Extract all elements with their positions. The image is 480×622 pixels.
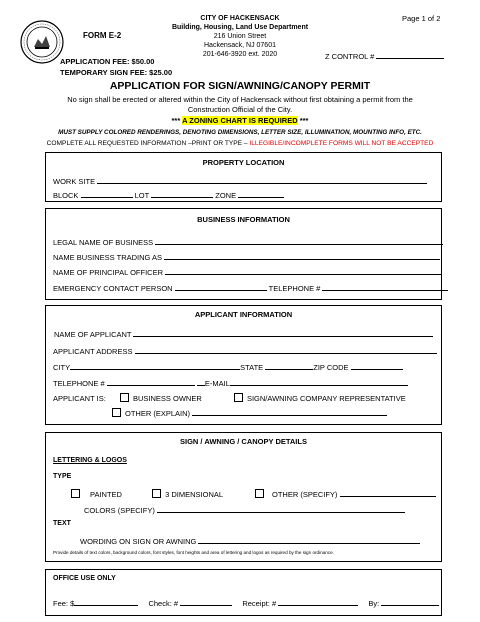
office-use-title: OFFICE USE ONLY: [53, 575, 116, 582]
intro-line-2: Construction Official of the City.: [187, 105, 293, 114]
applicant-is-label: APPLICANT IS:: [53, 394, 106, 403]
address-line-2: Hackensack, NJ 07601: [204, 42, 276, 49]
intro-line-1: No sign shall be erected or altered within the City of Hackensack without first obtaining a permit from the: [67, 95, 413, 104]
city-name: CITY OF HACKENSACK: [200, 15, 280, 22]
applicant-information-section: [45, 305, 442, 425]
applicant-information-title: APPLICANT INFORMATION: [194, 310, 293, 319]
by-field[interactable]: [381, 597, 439, 606]
applicant-name-field[interactable]: NAME OF APPLICANT: [54, 328, 433, 339]
sign-details-title: SIGN / AWNING / CANOPY DETAILS: [180, 437, 307, 446]
z-control-field[interactable]: [325, 50, 444, 61]
applicant-address-field[interactable]: APPLICANT ADDRESS: [53, 345, 437, 356]
work-site-field[interactable]: WORK SITE: [53, 175, 427, 186]
lot-label: LOT: [134, 191, 150, 200]
other-type-field[interactable]: [340, 488, 436, 497]
receipt-field[interactable]: [278, 597, 358, 606]
department-name: Building, Housing, Land Use Department: [171, 24, 309, 31]
phone-number: 201-646-3920 ext. 2020: [202, 51, 278, 58]
zone-label: ZONE: [215, 191, 237, 200]
complete-info-notice: COMPLETE ALL REQUESTED INFORMATION –PRINT OR TYPE – ILLEGIBLE/INCOMPLETE FORMS WILL NOT BE ACCEPTED: [46, 140, 434, 147]
zoning-chart-notice: *** A ZONING CHART IS REQUIRED ***: [171, 116, 309, 125]
applicant-telephone-label: TELEPHONE #: [53, 379, 105, 388]
colors-field[interactable]: COLORS (SPECIFY): [84, 504, 405, 515]
address-line-1: 216 Union Street: [213, 33, 267, 40]
form-id: FORM E-2: [83, 31, 122, 40]
other-explain-row: OTHER (EXPLAIN): [112, 407, 387, 418]
business-information-section: [45, 208, 442, 300]
office-use-section: [45, 569, 442, 616]
other-type-checkbox[interactable]: [255, 489, 264, 498]
must-supply-notice: MUST SUPPLY COLORED RENDERINGS, DENOTING DIMENSIONS, LETTER SIZE, ILLUMINATION, MOUNTING INFO, ETC.: [58, 129, 422, 136]
city-state-zip-row[interactable]: [53, 361, 403, 372]
department-address-block: [160, 14, 320, 59]
text-heading: TEXT: [53, 520, 71, 527]
email-label: E-MAIL: [204, 379, 230, 388]
trading-as-field[interactable]: NAME BUSINESS TRADING AS: [53, 251, 440, 262]
city-seal-logo: [20, 20, 64, 64]
phone-email-row[interactable]: [53, 377, 408, 388]
other-explain-checkbox[interactable]: [112, 408, 121, 417]
legal-name-field[interactable]: LEGAL NAME OF BUSINESS: [53, 236, 443, 247]
state-label: STATE: [240, 363, 264, 372]
temporary-sign-fee: TEMPORARY SIGN FEE: $25.00: [60, 68, 173, 77]
block-label: BLOCK: [53, 191, 79, 200]
office-use-row: [53, 597, 439, 608]
illegible-warning: ILLEGIBLE/INCOMPLETE FORMS WILL NOT BE ACCEPTED: [249, 140, 434, 147]
property-location-section: [45, 152, 442, 202]
receipt-label: Receipt: #: [242, 599, 277, 608]
principal-officer-field[interactable]: NAME OF PRINCIPAL OFFICER: [53, 266, 441, 277]
form-title: APPLICATION FOR SIGN/AWNING/CANOPY PERMIT: [109, 80, 371, 92]
three-dimensional-checkbox[interactable]: [152, 489, 161, 498]
details-footnote: Provide details of text colors, background colors, font styles, font heights and area of lettering and logos as required by the sign ordinance.: [53, 550, 334, 555]
sign-details-section: [45, 432, 442, 562]
emergency-contact-row[interactable]: [53, 282, 448, 293]
city-label: CITY: [53, 363, 71, 372]
check-label: Check: #: [148, 599, 179, 608]
type-options-row: PAINTED 3 DIMENSIONAL OTHER (SPECIFY): [71, 488, 436, 499]
fee-label: Fee: $: [53, 599, 75, 608]
applicant-is-row: APPLICANT IS: BUSINESS OWNER SIGN/AWNING COMPANY REPRESENTATIVE: [53, 394, 406, 403]
company-representative-checkbox[interactable]: [234, 393, 243, 402]
block-lot-zone-row[interactable]: [53, 189, 284, 200]
zip-label: ZIP CODE: [313, 363, 349, 372]
type-heading: TYPE: [53, 473, 72, 480]
other-explain-field[interactable]: [192, 407, 387, 416]
business-owner-checkbox[interactable]: [120, 393, 129, 402]
z-control-label: Z CONTROL #: [325, 52, 375, 61]
business-information-title: BUSINESS INFORMATION: [197, 215, 290, 224]
by-label: By:: [368, 599, 380, 608]
wording-field[interactable]: WORDING ON SIGN OR AWNING: [80, 535, 420, 546]
emergency-telephone-label: TELEPHONE #: [268, 284, 321, 293]
lettering-logos-heading: LETTERING & LOGOS: [53, 457, 127, 464]
property-location-title: PROPERTY LOCATION: [202, 158, 285, 167]
emergency-contact-label: EMERGENCY CONTACT PERSON: [53, 284, 173, 293]
check-field[interactable]: [180, 597, 232, 606]
page-number: Page 1 of 2: [402, 14, 441, 23]
zoning-chart-highlight: A ZONING CHART IS REQUIRED: [182, 116, 298, 125]
fee-field[interactable]: [74, 597, 138, 606]
application-fee: APPLICATION FEE: $50.00: [60, 57, 155, 66]
painted-checkbox[interactable]: [71, 489, 80, 498]
